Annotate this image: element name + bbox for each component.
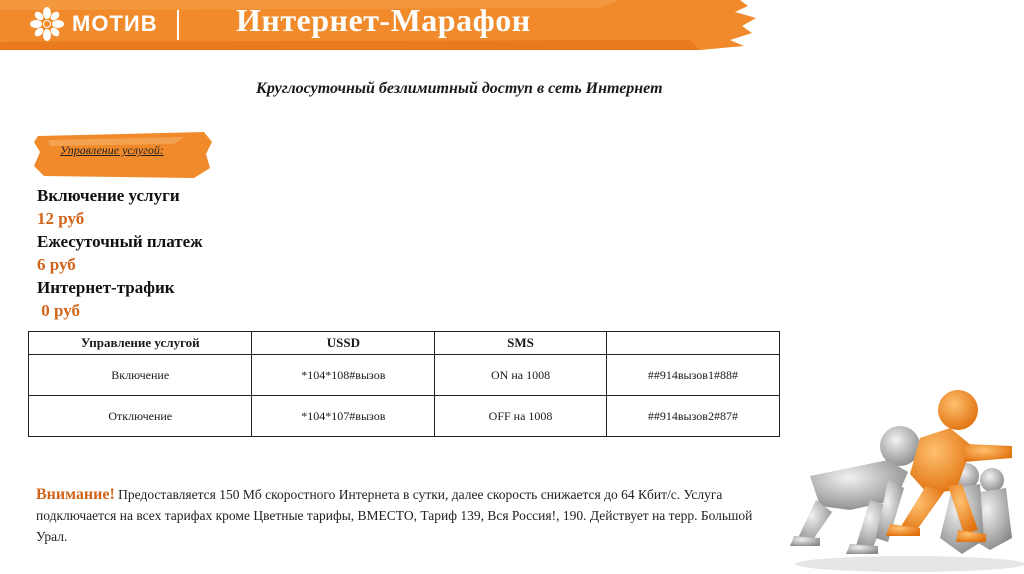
- pricing-label-daily: Ежесуточный платеж: [37, 232, 203, 251]
- pricing-list: [37, 184, 203, 322]
- table-cell: OFF на 1008: [435, 396, 607, 437]
- pricing-price-activation: 12 руб: [37, 209, 85, 228]
- notice-text: Предоставляется 150 Мб скоростного Интернета в сутки, далее скорость снижается до 64 Кбит/с. Услуга подключается на всех тарифах кроме Цветные тарифы, ВМЕСТО, Тариф 139, Вся Россия!, 190. Действует на терр. Большой Урал.: [36, 487, 753, 544]
- table-row: [29, 396, 780, 437]
- table-cell: Отключение: [29, 396, 252, 437]
- table-cell: ##914вызов2#87#: [606, 396, 779, 437]
- notice-lead: Внимание!: [36, 486, 115, 503]
- logo-divider: [177, 10, 179, 40]
- pricing-label-traffic: Интернет-трафик: [37, 278, 175, 297]
- brand-logo: [30, 7, 158, 41]
- table-header-cell: USSD: [252, 332, 435, 355]
- table-header-row: [29, 332, 780, 355]
- notice-paragraph: [36, 484, 776, 547]
- table-header-cell: Управление услугой: [29, 332, 252, 355]
- table-row: [29, 355, 780, 396]
- pricing-price-traffic: 0 руб: [37, 301, 81, 320]
- table-cell: ##914вызов1#88#: [606, 355, 779, 396]
- service-commands-table: [28, 331, 780, 437]
- table-cell: Включение: [29, 355, 252, 396]
- section-tag-label: Управление услугой:: [60, 143, 164, 157]
- runners-illustration: [780, 388, 1024, 574]
- brand-name: МОТИВ: [72, 11, 158, 36]
- flower-logo-icon: [30, 7, 64, 41]
- table-header-cell: SMS: [435, 332, 607, 355]
- table-cell: *104*108#вызов: [252, 355, 435, 396]
- table-header-cell: [606, 332, 779, 355]
- table-cell: ON на 1008: [435, 355, 607, 396]
- page-subtitle: Круглосуточный безлимитный доступ в сеть Интернет: [256, 80, 663, 97]
- pricing-label-activation: Включение услуги: [37, 186, 180, 205]
- pricing-price-daily: 6 руб: [37, 255, 76, 274]
- table-cell: *104*107#вызов: [252, 396, 435, 437]
- page-title: Интернет-Марафон: [236, 2, 531, 38]
